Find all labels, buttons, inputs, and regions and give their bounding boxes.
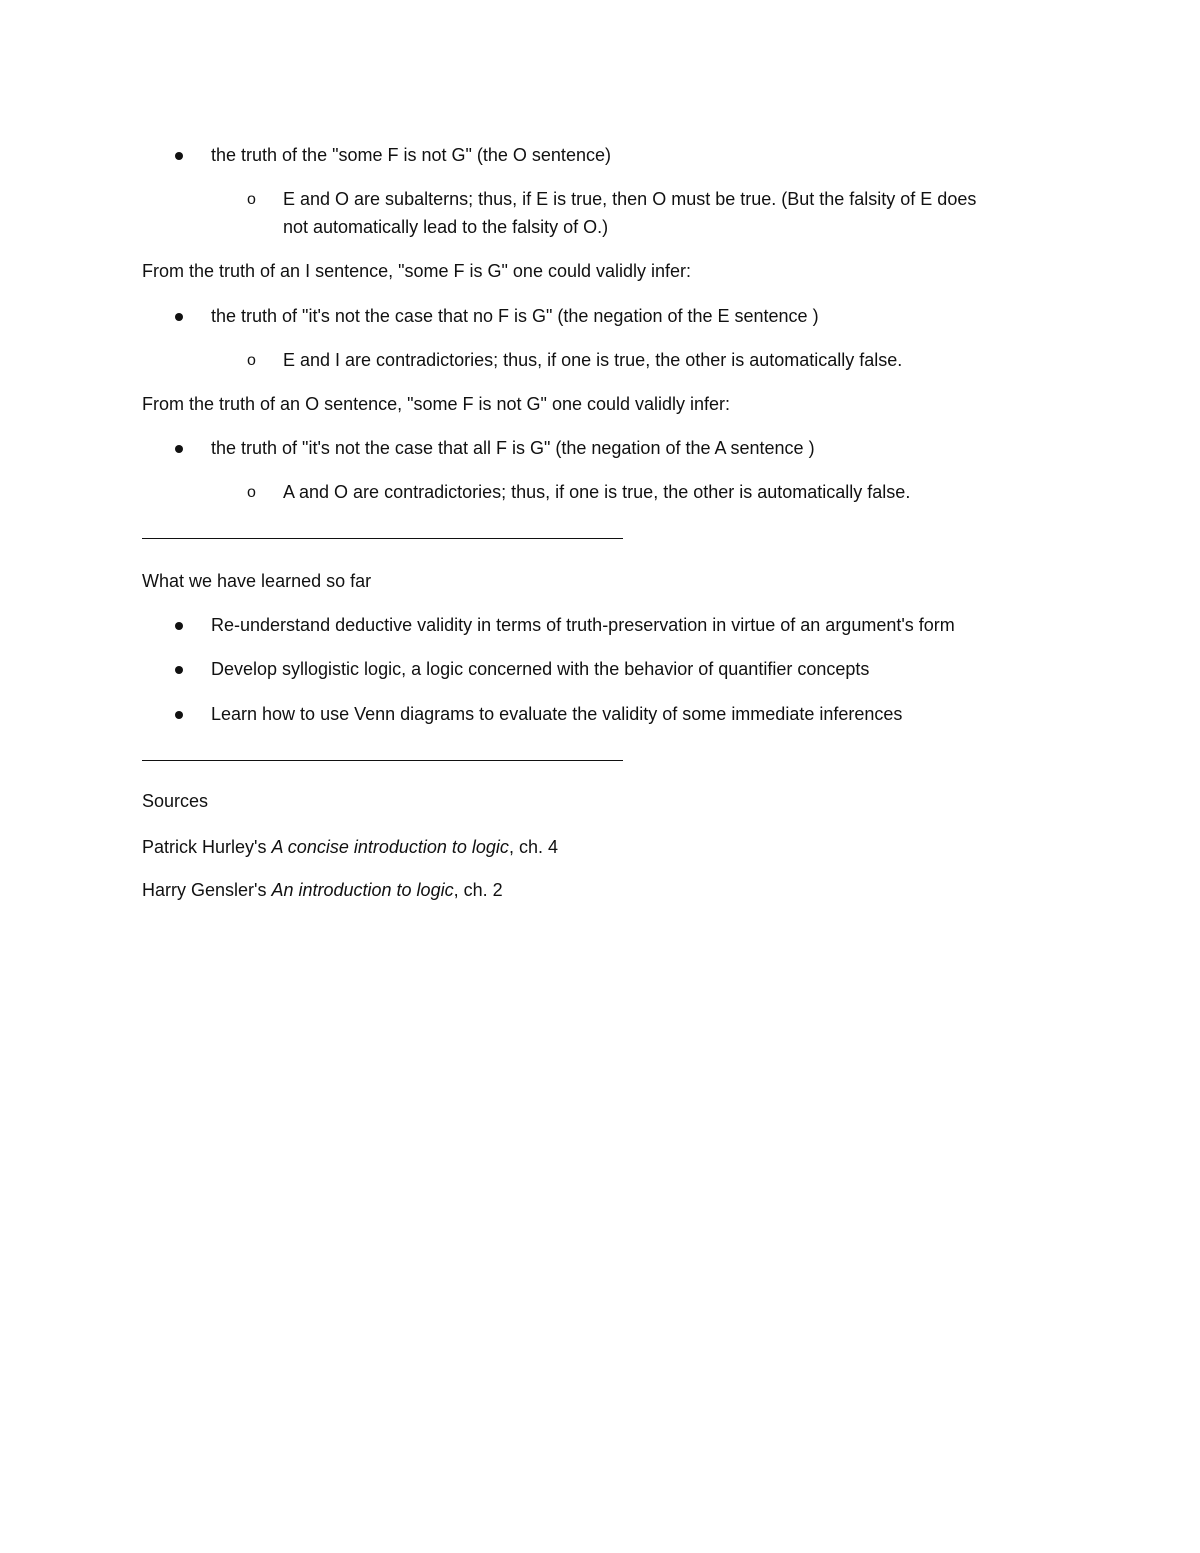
- horizontal-divider: [142, 760, 623, 761]
- bullet-dot: [175, 445, 183, 453]
- summary-item: Learn how to use Venn diagrams to evaluate the validity of some immediate inferences: [211, 704, 903, 724]
- source-title: A concise introduction to logic: [271, 837, 509, 857]
- horizontal-divider: [142, 538, 623, 539]
- source-reference: [142, 877, 503, 903]
- summary-item: Develop syllogistic logic, a logic concerned with the behavior of quantifier concepts: [211, 659, 870, 679]
- bullet-dot: [175, 622, 183, 630]
- sub-bullet-text: E and I are contradictories; thus, if one is true, the other is automatically false.: [283, 350, 903, 370]
- sub-bullet-text: E and O are subalterns; thus, if E is true, then O must be true. (But the falsity of E does: [283, 189, 977, 209]
- sub-bullet-text: A and O are contradictories; thus, if one is true, the other is automatically false.: [283, 482, 911, 502]
- bullet-dot: [175, 666, 183, 674]
- sub-bullet-marker: o: [247, 484, 256, 501]
- bullet-dot: [175, 152, 183, 160]
- sub-bullet-marker: o: [247, 191, 256, 208]
- source-chapter: , ch. 2: [453, 880, 503, 900]
- bullet-text: the truth of "it's not the case that all F is G" (the negation of the A sentence ): [211, 438, 815, 458]
- source-chapter: , ch. 4: [508, 837, 558, 857]
- sub-bullet-marker: o: [247, 352, 256, 369]
- sources-heading: Sources: [142, 791, 209, 811]
- source-reference: [142, 834, 558, 860]
- paragraph-intro: From the truth of an O sentence, "some F is not G" one could validly infer:: [142, 394, 731, 414]
- source-author: Harry Gensler's: [142, 880, 272, 900]
- bullet-text: the truth of "it's not the case that no F is G" (the negation of the E sentence ): [211, 306, 819, 326]
- source-author: Patrick Hurley's: [142, 837, 272, 857]
- summary-item: Re-understand deductive validity in terms of truth-preservation in virtue of an argument's form: [211, 615, 955, 635]
- paragraph-intro: From the truth of an I sentence, "some F is G" one could validly infer:: [142, 261, 692, 281]
- bullet-dot: [175, 711, 183, 719]
- bullet-dot: [175, 313, 183, 321]
- source-title: An introduction to logic: [271, 880, 454, 900]
- section-heading: What we have learned so far: [142, 571, 372, 591]
- sub-bullet-text-continued: not automatically lead to the falsity of O.): [283, 217, 609, 237]
- bullet-text: the truth of the "some F is not G" (the O sentence): [211, 145, 611, 165]
